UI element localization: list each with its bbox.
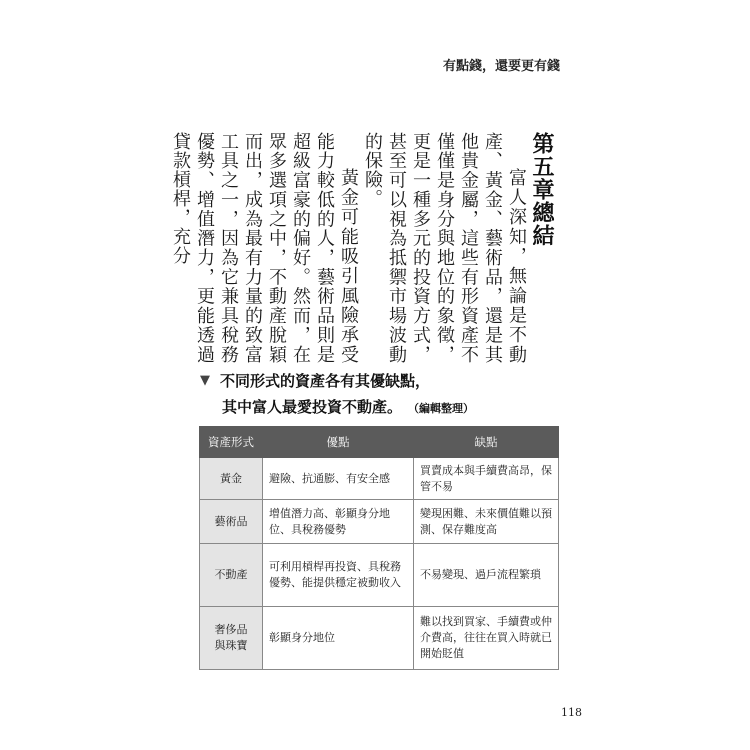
asset-comparison-table	[199, 426, 559, 670]
cons-cell: 買賣成本與手續費高昂，保管不易	[414, 458, 559, 500]
cons-cell: 變現困難、未來價值難以預測、保存難度高	[414, 500, 559, 544]
page-number: 118	[561, 706, 582, 719]
column-header-type: 資產形式	[200, 427, 263, 458]
editor-note: （編輯整理）	[408, 402, 475, 415]
asset-type-cell	[200, 607, 263, 670]
table-row	[200, 607, 559, 670]
body-paragraph-1: 富人深知，無論是不動產、黃金、藝術品，還是其他貴金屬，這些有形資產不僅僅是身分與地位的象徵，更是一種多元的投資方式，甚至可以視為抵禦市場波動的保險。	[362, 132, 527, 364]
running-head: 有點錢，還要更有錢	[442, 59, 560, 74]
pros-cell: 可利用槓桿再投資、具稅務優勢、能提供穩定被動收入	[263, 544, 414, 607]
pros-cell: 增值潛力高、彰顯身分地位、具稅務優勢	[263, 500, 414, 544]
asset-type-cell: 不動產	[200, 544, 263, 607]
section-heading	[200, 368, 600, 418]
heading-text-1: 不同形式的資產各有其優缺點，	[220, 371, 431, 390]
chapter-title: 第五章總結	[529, 132, 555, 247]
table-row	[200, 458, 559, 500]
body-paragraph-2: 黃金可能吸引風險承受能力較低的人，藝術品則是超級富豪的偏好。然而，在眾多選項之中，不動產脫穎而出，成為最有力量的致富工具之一，因為它兼具稅務優勢、增值潛力，更能透過貸款槓桿，充分	[170, 132, 359, 364]
down-triangle-icon: ▼	[200, 372, 210, 388]
asset-type-cell: 藝術品	[200, 500, 263, 544]
heading-text-2: 其中富人最愛投資不動產。	[222, 398, 403, 416]
table-row	[200, 500, 559, 544]
cons-cell: 難以找到買家、手續費或仲介費高，往往在買入時就已開始貶值	[414, 607, 559, 670]
heading-line-1	[200, 368, 600, 392]
table-header-row	[200, 427, 559, 458]
pros-cell: 避險、抗通膨、有安全感	[263, 458, 414, 500]
column-header-pros: 優點	[263, 427, 414, 458]
column-header-cons: 缺點	[414, 427, 559, 458]
asset-type-line-1: 奢侈品	[214, 623, 248, 636]
pros-cell: 彰顯身分地位	[263, 607, 414, 670]
body-text	[170, 132, 528, 364]
asset-type-cell: 黃金	[200, 458, 263, 500]
asset-type-line-2: 與珠寶	[214, 639, 248, 652]
cons-cell: 不易變現、過戶流程繁瑣	[414, 544, 559, 607]
heading-line-2	[200, 396, 600, 418]
table-row	[200, 544, 559, 607]
